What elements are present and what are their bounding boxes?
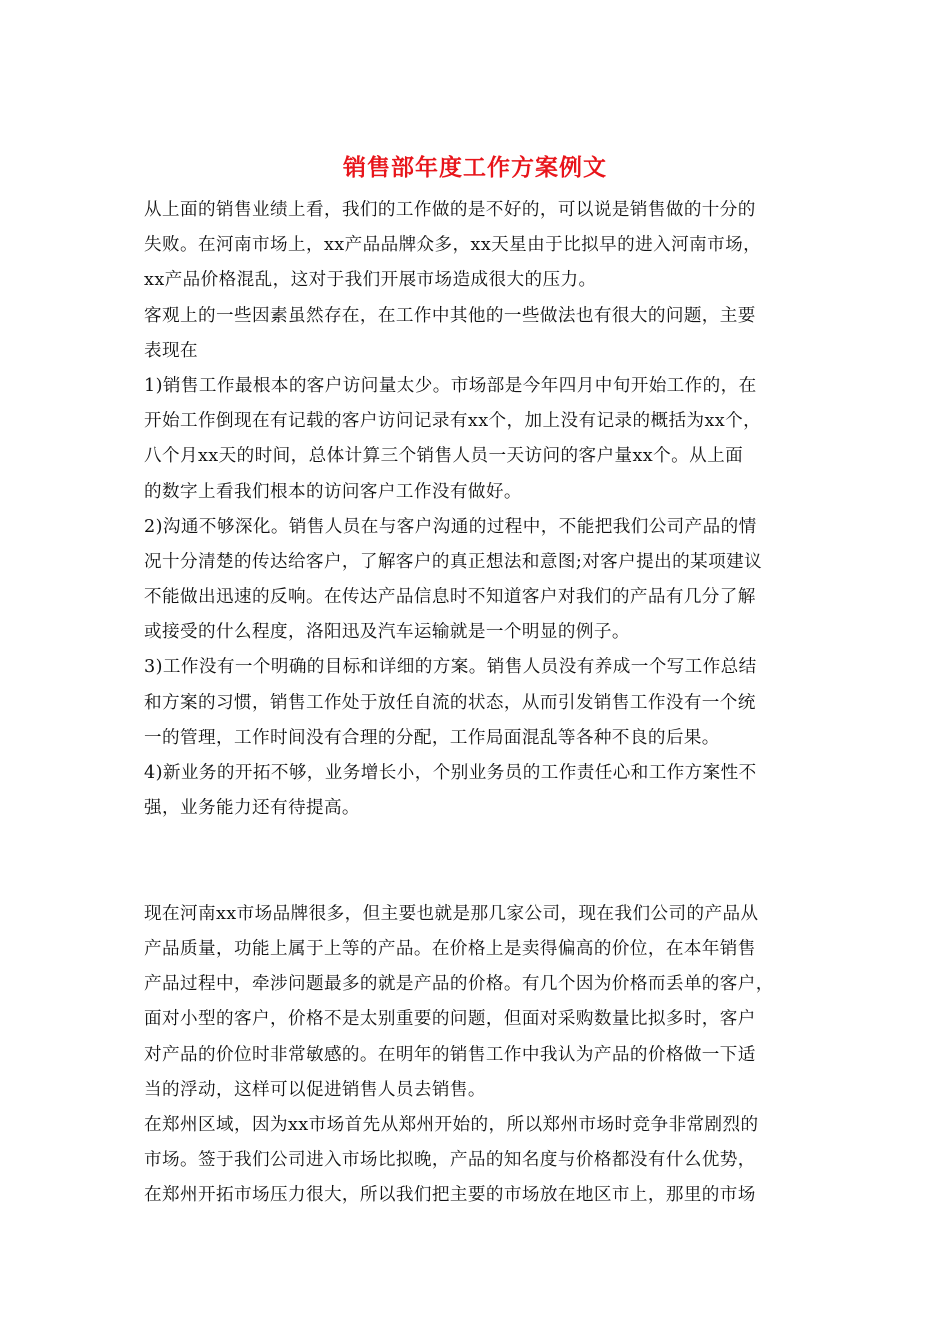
paragraph-8 [144, 1108, 808, 1214]
text-line: 表现在 [144, 340, 198, 361]
text-line: 客观上的一些因素虽然存在，在工作中其他的一些做法也有很大的问题，主要 [144, 305, 756, 326]
text-line: 面对小型的客户，价格不是太别重要的问题，但面对采购数量比拟多时，客户 [144, 1009, 756, 1030]
text-line: 一的管理，工作时间没有合理的分配，工作局面混乱等各种不良的后果。 [144, 727, 720, 748]
text-line: 4)新业务的开拓不够，业务增长小，个别业务员的工作责任心和工作方案性不 [144, 763, 757, 783]
text-line: 2)沟通不够深化。销售人员在与客户沟通的过程中，不能把我们公司产品的情 [144, 516, 757, 537]
text-line: 强，业务能力还有待提高。 [144, 798, 360, 819]
text-line: 在郑州开拓市场压力很大，所以我们把主要的市场放在地区市上，那里的市场 [144, 1185, 756, 1206]
text-line: 1)销售工作最根本的客户访问量太少。市场部是今年四月中旬开始工作的，在 [144, 375, 757, 396]
text-line: 和方案的习惯，销售工作处于放任自流的状态，从而引发销售工作没有一个统 [144, 692, 756, 713]
text-line: 失败。在河南市场上，xx产品品牌众多，xx天星由于比拟早的进入河南市场， [144, 235, 762, 256]
paragraph-5 [144, 650, 808, 756]
blank-gap [144, 826, 808, 896]
document-title: 销售部年度工作方案例文 [343, 154, 607, 181]
paragraph-3 [144, 369, 808, 510]
text-line: 况十分清楚的传达给客户，了解客户的真正想法和意图;对客户提出的某项建议 [144, 551, 763, 572]
paragraph-6 [144, 756, 808, 826]
text-line: 现在河南xx市场品牌很多，但主要也就是那几家公司，现在我们公司的产品从 [144, 903, 759, 924]
text-line: 开始工作倒现在有记载的客户访问记录有xx个，加上没有记录的概括为xx个， [144, 411, 762, 432]
paragraph-4 [144, 510, 808, 651]
text-line: xx产品价格混乱，这对于我们开展市场造成很大的压力。 [144, 270, 597, 291]
text-line: 的数字上看我们根本的访问客户工作没有做好。 [144, 481, 522, 502]
text-line: 对产品的价位时非常敏感的。在明年的销售工作中我认为产品的价格做一下适 [144, 1044, 756, 1065]
text-line: 产品过程中，牵涉问题最多的就是产品的价格。有几个因为价格而丢单的客户， [144, 974, 774, 995]
paragraph-2 [144, 299, 808, 369]
text-line: 产品质量，功能上属于上等的产品。在价格上是卖得偏高的价位，在本年销售 [144, 938, 756, 959]
text-line: 当的浮动，这样可以促进销售人员去销售。 [144, 1079, 486, 1100]
paragraph-7 [144, 897, 808, 1108]
paragraph-1 [144, 193, 808, 299]
text-line: 3)工作没有一个明确的目标和详细的方案。销售人员没有养成一个写工作总结 [144, 657, 757, 678]
text-line: 从上面的销售业绩上看，我们的工作做的是不好的，可以说是销售做的十分的 [144, 200, 756, 220]
text-line: 不能做出迅速的反响。在传达产品信息时不知道客户对我们的产品有几分了解 [144, 587, 756, 608]
text-line: 市场。签于我们公司进入市场比拟晚，产品的知名度与价格都没有什么优势， [144, 1150, 756, 1171]
document-body [144, 193, 808, 1213]
text-line: 八个月xx天的时间，总体计算三个销售人员一天访问的客户量xx个。从上面 [144, 446, 744, 467]
text-line: 在郑州区域，因为xx市场首先从郑州开始的，所以郑州市场时竞争非常剧烈的 [144, 1114, 759, 1135]
text-line: 或接受的什么程度，洛阳迅及汽车运输就是一个明显的例子。 [144, 622, 630, 643]
